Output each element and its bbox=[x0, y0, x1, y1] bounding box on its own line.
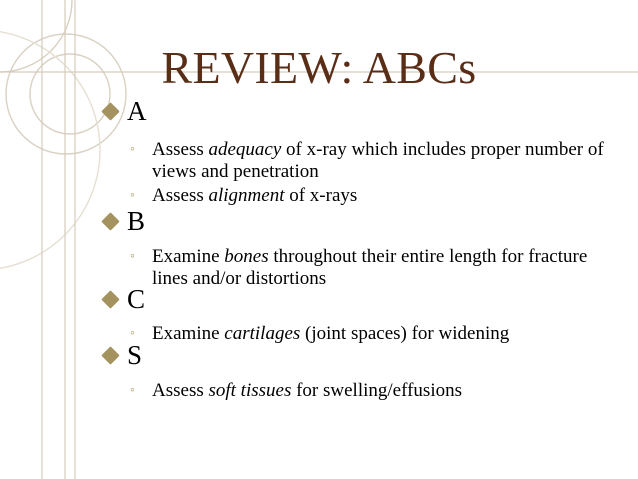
hollow-circle-bullet-icon: ◦ bbox=[130, 249, 135, 264]
list-item: ◦ Assess soft tissues for swelling/effusions bbox=[130, 380, 462, 401]
list-item: ◦ Examine cartilages (joint spaces) for widening bbox=[130, 323, 510, 344]
section-heading-b bbox=[104, 206, 145, 236]
diamond-bullet-icon bbox=[101, 346, 119, 364]
list-item: ◦ Assess adequacy of x-ray which includes proper number of views and penetration bbox=[130, 139, 604, 182]
list-item: ◦ Examine bones throughout their entire length for fracture lines and/or distortions bbox=[130, 246, 588, 289]
diamond-bullet-icon bbox=[101, 102, 119, 120]
section-heading-c bbox=[104, 284, 145, 314]
section-heading-a bbox=[104, 96, 147, 126]
section-heading-label: C bbox=[127, 284, 146, 314]
section-heading-s bbox=[104, 340, 142, 370]
diamond-bullet-icon bbox=[101, 290, 119, 308]
hollow-circle-bullet-icon: ◦ bbox=[130, 142, 135, 157]
hollow-circle-bullet-icon: ◦ bbox=[130, 326, 135, 341]
slide-title: REVIEW: ABCs bbox=[161, 42, 477, 93]
section-heading-label: B bbox=[127, 206, 146, 236]
list-item: ◦ Assess alignment of x-rays bbox=[130, 185, 358, 206]
section-heading-label: S bbox=[127, 340, 143, 370]
hollow-circle-bullet-icon: ◦ bbox=[130, 383, 135, 398]
hollow-circle-bullet-icon: ◦ bbox=[130, 188, 135, 203]
diamond-bullet-icon bbox=[101, 212, 119, 230]
section-heading-label: A bbox=[127, 96, 147, 126]
